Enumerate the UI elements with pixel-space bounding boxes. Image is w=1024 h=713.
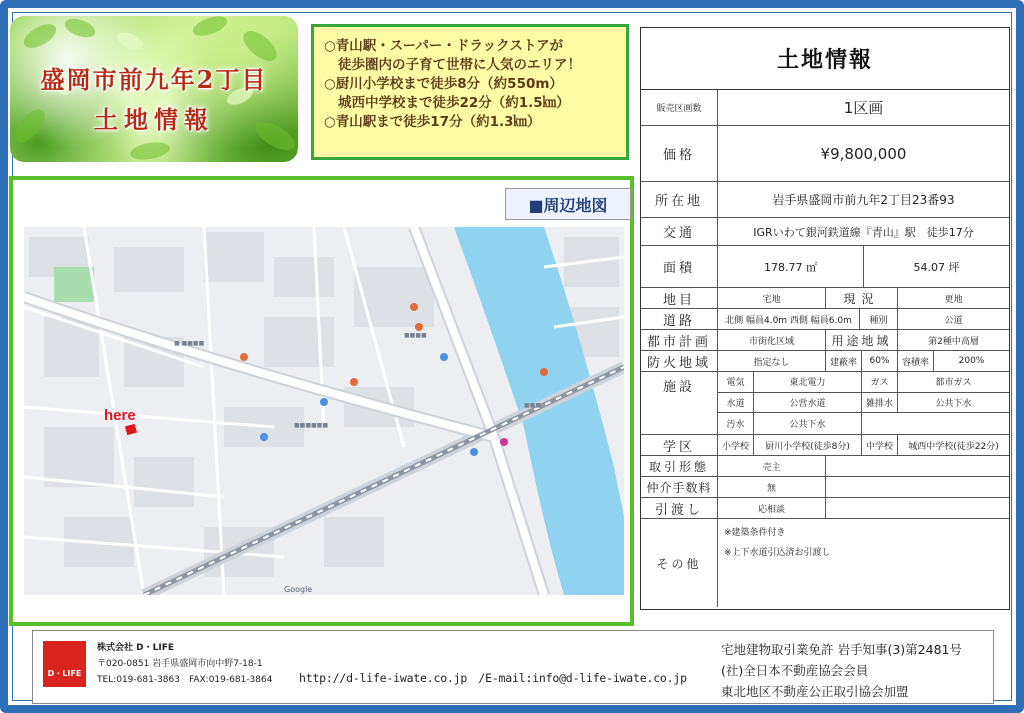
svg-text:■ ■■■■: ■ ■■■■ — [174, 340, 205, 347]
row-sales-lots — [641, 90, 1009, 126]
value: 公共下水 — [754, 413, 862, 434]
row-land-category — [641, 288, 1009, 309]
license-line: 東北地区不動産公正取引協会加盟 — [721, 684, 909, 699]
banner-title-land-info: 土地情報 — [94, 105, 214, 134]
note: ※上下水道引込済お引渡し — [724, 548, 831, 558]
area-map — [24, 227, 624, 595]
row-facility — [641, 372, 1009, 435]
row-city-plan — [641, 330, 1009, 351]
row-road — [641, 309, 1009, 330]
row-location — [641, 182, 1009, 218]
row-delivery — [641, 498, 1009, 519]
row-fire — [641, 351, 1009, 372]
label: その他 — [641, 519, 718, 607]
value: 城西中学校(徒歩22分) — [908, 441, 999, 452]
company-name: 株式会社 D・LIFE — [97, 643, 174, 653]
footer — [32, 630, 994, 704]
label: 学区 — [641, 435, 718, 455]
value: 無 — [718, 477, 826, 497]
value: 市街化区域 — [718, 330, 826, 350]
value: IGRいわて銀河鉄道線『青山』駅 徒歩17分 — [753, 225, 974, 239]
value: 応相談 — [718, 498, 826, 518]
label: 地目 — [641, 288, 718, 308]
label: 販売区画数 — [641, 90, 718, 125]
label: 都市計画 — [641, 330, 718, 350]
other-notes — [718, 519, 1009, 607]
label: 中学校 — [862, 435, 898, 455]
row-deal — [641, 456, 1009, 477]
highlight-line: ○厨川小学校まで徒歩8分（約550m） — [324, 76, 563, 92]
label: 引渡し — [641, 498, 718, 518]
row-transport — [641, 218, 1009, 246]
label: 施設 — [641, 372, 718, 434]
license-line: 宅地建物取引業免許 岩手知事(3)第2481号 — [721, 642, 962, 657]
company-address: 〒020-0851 岩手県盛岡市向中野7-18-1 — [97, 659, 263, 669]
company-info — [97, 640, 272, 688]
label: 仲介手数料 — [641, 477, 718, 497]
label: 交通 — [641, 218, 718, 245]
label: 小学校 — [718, 435, 754, 455]
svg-text:■■■: ■■■ — [524, 402, 542, 409]
row-school — [641, 435, 1009, 456]
row-price — [641, 126, 1009, 182]
row-other — [641, 519, 1009, 607]
value: 第2種中高層 — [928, 336, 979, 347]
label: 汚水 — [718, 413, 754, 434]
banner-title-area: 盛岡市前九年2丁目 — [40, 65, 268, 94]
license-info — [721, 639, 962, 702]
highlight-line: ○青山駅まで徒歩17分（約1.3㎞） — [324, 114, 541, 130]
map-panel — [9, 176, 634, 626]
label: 種別 — [860, 309, 898, 329]
label: 防火地域 — [641, 351, 718, 371]
google-mark: Google — [284, 585, 313, 594]
license-line: (社)全日本不動産協会会員 — [721, 663, 869, 678]
company-phone: TEL:019-681-3863 FAX:019-681-3864 — [97, 675, 273, 685]
highlight-line: 城西中学校まで徒歩22分（約1.5㎞） — [338, 95, 570, 111]
label: 水道 — [718, 393, 754, 413]
price-value: ¥9,800,000 — [820, 144, 907, 163]
label: 道路 — [641, 309, 718, 329]
value: 60% — [862, 351, 898, 371]
park-area — [54, 267, 94, 302]
value: 売主 — [718, 456, 826, 476]
value: 公営水道 — [754, 393, 862, 413]
value: 指定なし — [718, 351, 826, 371]
label: 雑排水 — [862, 393, 898, 413]
value: 北側 幅員4.0m 西側 幅員6.0m — [718, 309, 860, 329]
map-heading: ■周辺地図 — [505, 188, 631, 220]
value: 東北電力 — [754, 372, 862, 392]
label: 面積 — [641, 246, 718, 287]
value: 岩手県盛岡市前九年2丁目23番93 — [772, 193, 955, 207]
label: 容積率 — [898, 351, 934, 371]
here-label: here — [104, 407, 136, 424]
value: 1区画 — [843, 99, 884, 117]
label: 現況 — [826, 288, 898, 308]
svg-text:■■■■■■: ■■■■■■ — [294, 422, 329, 429]
company-logo: D・LIFE — [43, 641, 86, 687]
value: 厨川小学校(徒歩8分) — [754, 435, 862, 455]
value: 200% — [958, 356, 985, 366]
value: 公道 — [944, 315, 963, 326]
value: 54.07 坪 — [913, 260, 960, 274]
label: 建蔽率 — [826, 351, 862, 371]
label: 取引形態 — [641, 456, 718, 476]
label: 電気 — [718, 372, 754, 392]
info-title: 土地情報 — [641, 28, 1009, 90]
highlight-line: ○青山駅・スーパー・ドラックストアが — [324, 38, 564, 54]
label: 用途地域 — [826, 330, 898, 350]
value: 178.77 ㎡ — [718, 246, 864, 287]
land-info-table — [640, 27, 1010, 610]
label: 価格 — [641, 126, 718, 181]
note: ※建築条件付き — [724, 528, 786, 538]
value: 宅地 — [718, 288, 826, 308]
row-area — [641, 246, 1009, 288]
value: 更地 — [944, 294, 963, 305]
highlight-line: 徒歩圏内の子育て世帯に人気のエリア！ — [338, 57, 581, 73]
title-banner — [10, 16, 298, 162]
row-fee — [641, 477, 1009, 498]
label: ガス — [862, 372, 898, 392]
highlights-box — [311, 24, 629, 160]
website-email[interactable]: http://d-life-iwate.co.jp /E-mail:info@d-life-iwate.co.jp — [299, 671, 687, 685]
value: 公共下水 — [935, 399, 972, 409]
label: 所在地 — [641, 182, 718, 217]
svg-text:■■■■: ■■■■ — [404, 332, 427, 339]
value: 都市ガス — [935, 378, 972, 389]
